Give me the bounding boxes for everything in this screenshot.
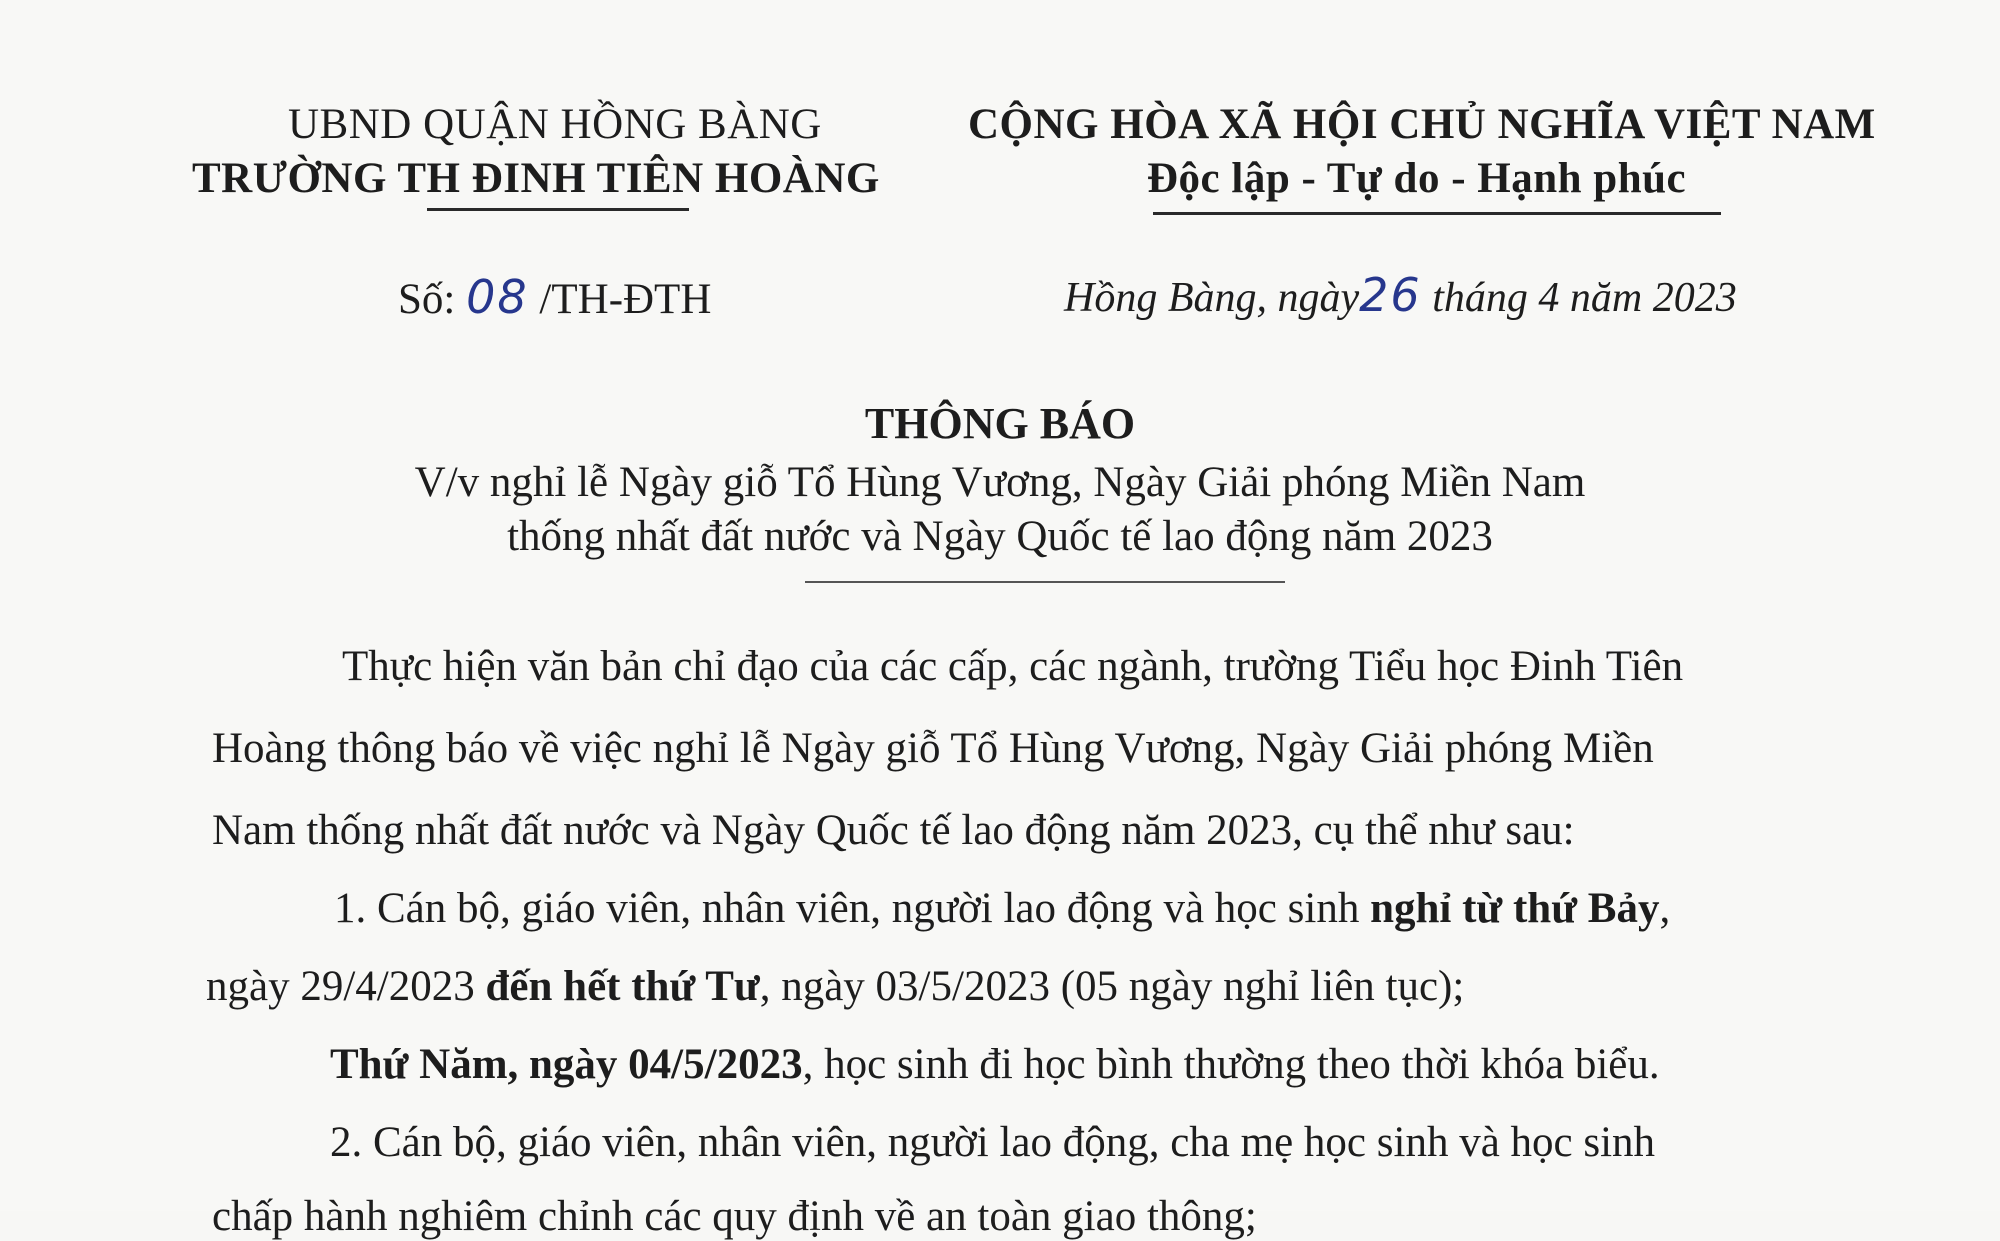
body-line: Nam thống nhất đất nước và Ngày Quốc tế lao động năm 2023, cụ thể như sau: xyxy=(212,807,1575,854)
body-text: ngày 29/4/2023 xyxy=(206,963,486,1010)
issue-date-prefix: Hồng Bàng, ngày xyxy=(1064,275,1360,321)
document-number xyxy=(398,270,711,324)
document-number-label: Số: xyxy=(398,276,467,323)
body-text: 1. Cán bộ, giáo viên, nhân viên, người lao động và học sinh xyxy=(334,885,1371,932)
subject-line-2: thống nhất đất nước và Ngày Quốc tế lao động năm 2023 xyxy=(507,513,1493,560)
issuing-authority: UBND QUẬN HỒNG BÀNG xyxy=(288,101,822,148)
body-text: , xyxy=(1659,885,1671,932)
document-number-suffix: /TH-ĐTH xyxy=(528,276,712,323)
body-text-bold: Thứ Năm, ngày 04/5/2023 xyxy=(330,1041,803,1088)
national-motto-underline xyxy=(1153,212,1721,215)
item-1-line-2 xyxy=(206,962,1464,1011)
item-2-line-1: 2. Cán bộ, giáo viên, nhân viên, người lao động, cha mẹ học sinh và học sinh xyxy=(330,1119,1656,1166)
document-title: THÔNG BÁO xyxy=(864,399,1136,448)
issue-date-day-handwritten: 26 xyxy=(1359,268,1422,322)
issue-date-suffix: tháng 4 năm 2023 xyxy=(1421,275,1737,321)
subject-underline xyxy=(805,581,1285,583)
item-1-line-3 xyxy=(330,1040,1660,1089)
document-number-handwritten: 08 xyxy=(466,270,529,324)
body-text: , học sinh đi học bình thường theo thời khóa biểu. xyxy=(802,1041,1660,1088)
body-text: , ngày 03/5/2023 (05 ngày nghỉ liên tục); xyxy=(759,963,1465,1010)
body-line: Hoàng thông báo về việc nghỉ lễ Ngày giỗ Tổ Hùng Vương, Ngày Giải phóng Miền xyxy=(212,725,1654,772)
item-1-line-1 xyxy=(334,884,1670,933)
subject-line-1: V/v nghỉ lễ Ngày giỗ Tổ Hùng Vương, Ngày Giải phóng Miền Nam xyxy=(414,459,1586,506)
school-name-underline xyxy=(427,208,689,211)
body-line: Thực hiện văn bản chỉ đạo của các cấp, các ngành, trường Tiểu học Đinh Tiên xyxy=(342,643,1684,690)
issue-date xyxy=(1064,268,1737,322)
body-text-bold: nghỉ từ thứ Bảy xyxy=(1370,885,1660,932)
national-title: CỘNG HÒA XÃ HỘI CHỦ NGHĨA VIỆT NAM xyxy=(968,101,1876,148)
school-name: TRƯỜNG TH ĐINH TIÊN HOÀNG xyxy=(192,155,880,202)
national-motto: Độc lập - Tự do - Hạnh phúc xyxy=(1147,155,1687,202)
item-2-line-2: chấp hành nghiêm chỉnh các quy định về an toàn giao thông; xyxy=(212,1193,1257,1240)
body-text-bold: đến hết thứ Tư xyxy=(485,963,760,1010)
